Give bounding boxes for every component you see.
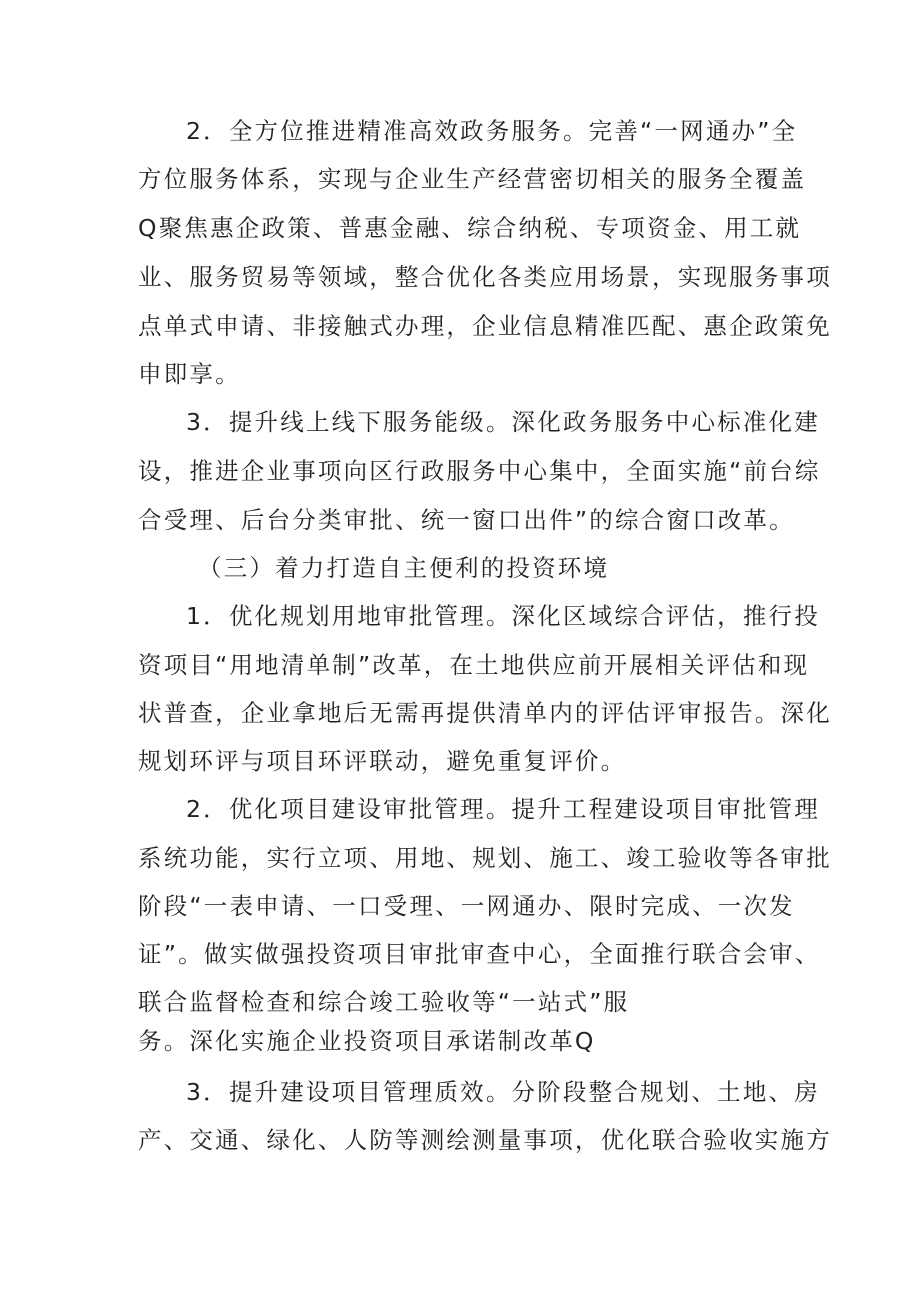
text-line: 1．优化规划用地审批管理。深化区域综合评估，推行投 — [186, 602, 820, 630]
text-line: Q聚焦惠企政策、普惠金融、综合纳税、专项资金、用工就 — [138, 214, 802, 242]
text-line: 状普查，企业拿地后无需再提供清单内的评估评审报告。深化 — [138, 699, 832, 727]
text-line: 3．提升线上线下服务能级。深化政务服务中心标准化建 — [186, 408, 820, 436]
text-line: 3．提升建设项目管理质效。分阶段整合规划、土地、房 — [186, 1078, 820, 1106]
text-line: 合受理、后台分类审批、统一窗口出件”的综合窗口改革。 — [138, 506, 795, 534]
text-line: 产、交通、绿化、人防等测绘测量事项，优化联合验收实施方 — [138, 1126, 832, 1154]
text-line: 设，推进企业事项向区行政服务中心集中，全面实施“前台综 — [138, 457, 821, 485]
text-line: 申即享。 — [138, 360, 241, 388]
text-line: 业、服务贸易等领域，整合优化各类应用场景，实现服务事项 — [138, 263, 832, 291]
text-line: 联合监督检查和综合竣工验收等“一站式”服 — [138, 988, 630, 1016]
text-line: 2．优化项目建设审批管理。提升工程建设项目审批管理 — [186, 795, 820, 823]
text-line: 系统功能，实行立项、用地、规划、施工、竣工验收等各审批 — [138, 844, 832, 872]
text-line: 2．全方位推进精准高效政务服务。完善“一网通办”全 — [186, 117, 798, 145]
text-line: （三）着力打造自主便利的投资环境 — [198, 554, 610, 582]
text-line: 证”。做实做强投资项目审批审查中心，全面推行联合会审、 — [138, 940, 821, 968]
text-line: 资项目“用地清单制”改革，在土地供应前开展相关评估和现 — [138, 651, 810, 679]
text-line: 点单式申请、非接触式办理，企业信息精准匹配、惠企政策免 — [138, 312, 832, 340]
text-line: 阶段“一表申请、一口受理、一网通办、限时完成、一次发 — [138, 892, 795, 920]
text-line: 方位服务体系，实现与企业生产经营密切相关的服务全覆盖 — [138, 165, 807, 193]
text-line: 务。深化实施企业投资项目承诺制改革Q — [138, 1027, 596, 1055]
text-line: 规划环评与项目环评联动，避免重复评价。 — [138, 747, 627, 775]
